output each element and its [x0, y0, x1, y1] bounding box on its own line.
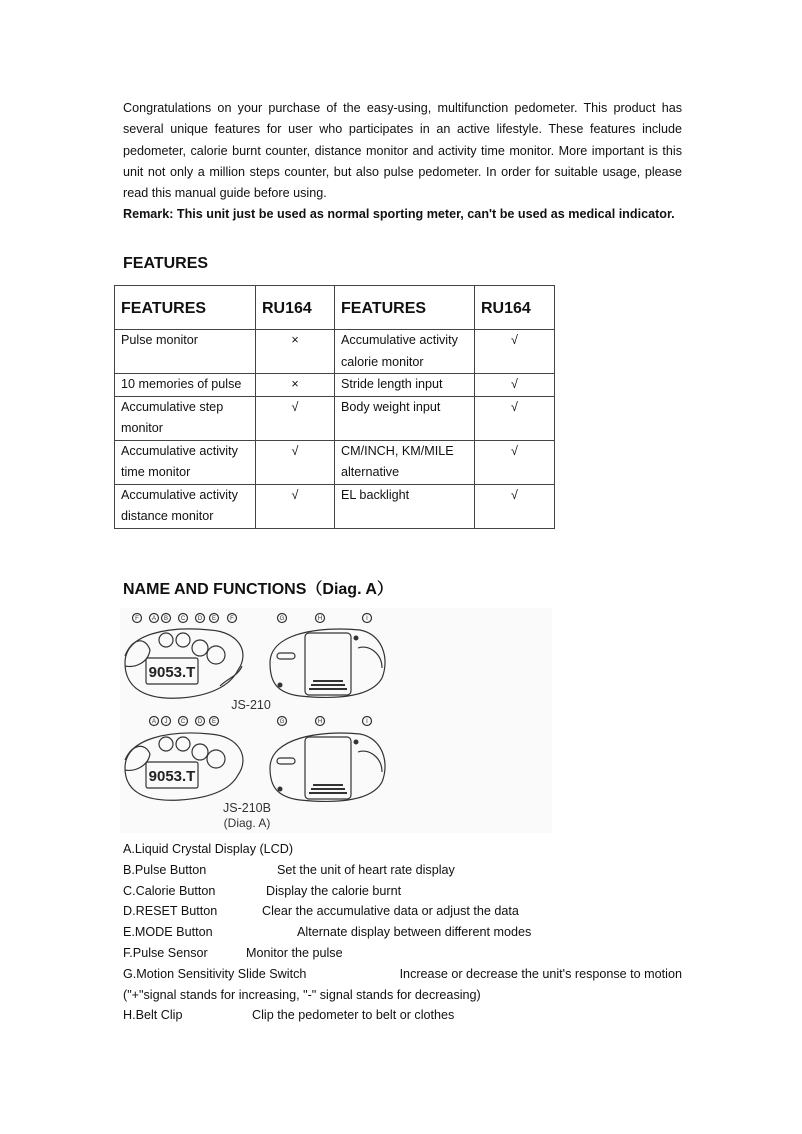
cross-mark-icon: ×: [256, 374, 335, 397]
names-heading: NAME AND FUNCTIONS（Diag. A）: [123, 581, 393, 598]
svg-text:D: D: [197, 616, 203, 622]
svg-text:JS-210B: JS-210B: [223, 801, 271, 815]
legend-item: [123, 839, 682, 860]
svg-text:D: D: [197, 719, 203, 725]
feature-cell: Accumulative activity time monitor: [115, 440, 256, 484]
svg-text:9053.T: 9053.T: [148, 768, 196, 785]
features-heading: FEATURES: [123, 255, 209, 272]
legend-item: [123, 985, 682, 1006]
pedometer-diagram: [120, 608, 552, 833]
legend-desc: Set the unit of heart rate display: [277, 862, 455, 877]
legend-desc: Alternate display between different modes: [297, 925, 532, 940]
legend-name: H.Belt Clip: [123, 1008, 183, 1023]
table-header-row: [115, 286, 555, 330]
legend-desc: Clear the accumulative data or adjust the data: [262, 904, 519, 919]
cross-mark-icon: ×: [256, 330, 335, 374]
feature-cell: Accumulative step monitor: [115, 396, 256, 440]
functions-legend: [123, 839, 682, 1026]
features-table: [114, 285, 555, 529]
legend-desc: Display the calorie burnt: [266, 883, 402, 898]
svg-text:JS-210: JS-210: [231, 698, 271, 712]
check-mark-icon: √: [475, 484, 555, 528]
header-features-right: FEATURES: [335, 286, 475, 330]
legend-name: E.MODE Button: [123, 925, 213, 940]
intro-paragraph: Congratulations on your purchase of the easy-using, multifunction pedometer. This product has several unique features for user who participates in an active lifestyle. These features include pedometer, calorie burnt counter, distance monitor and activity time monitor. More important is this unit not only a million steps counter, but also pulse pedometer. In order for suitable usage, please read this manual guide before using.: [123, 101, 682, 201]
table-row: [115, 440, 555, 484]
legend-item: [123, 943, 682, 964]
check-mark-icon: √: [475, 374, 555, 397]
intro-section: [123, 98, 682, 226]
header-features-left: FEATURES: [115, 286, 256, 330]
legend-name: F.Pulse Sensor: [123, 945, 208, 960]
table-row: [115, 484, 555, 528]
svg-text:A: A: [151, 719, 157, 725]
legend-desc: Monitor the pulse: [246, 945, 343, 960]
feature-cell: Accumulative activity distance monitor: [115, 484, 256, 528]
check-mark-icon: √: [256, 484, 335, 528]
legend-item: [123, 922, 682, 943]
svg-text:F: F: [135, 616, 139, 622]
pedometer-illustration-icon: [120, 608, 552, 833]
legend-name: D.RESET Button: [123, 904, 218, 919]
legend-name: C.Calorie Button: [123, 883, 216, 898]
check-mark-icon: √: [256, 396, 335, 440]
legend-item: [123, 901, 682, 922]
legend-note: ("+"signal stands for increasing, "-" signal stands for decreasing): [123, 987, 481, 1002]
svg-text:I: I: [366, 719, 368, 725]
svg-text:C: C: [180, 719, 186, 725]
legend-item: [123, 1005, 682, 1026]
feature-cell: Pulse monitor: [115, 330, 256, 374]
legend-item: [123, 860, 682, 881]
check-mark-icon: √: [256, 440, 335, 484]
svg-text:H: H: [317, 719, 323, 725]
feature-cell: 10 memories of pulse: [115, 374, 256, 397]
check-mark-icon: √: [475, 330, 555, 374]
legend-item: [123, 964, 682, 985]
legend-desc: Increase or decrease the unit's response to motion: [399, 966, 682, 981]
feature-cell: CM/INCH, KM/MILE alternative: [335, 440, 475, 484]
svg-text:J: J: [164, 719, 168, 725]
legend-item: [123, 881, 682, 902]
svg-text:E: E: [211, 719, 217, 725]
legend-name: A.Liquid Crystal Display (LCD): [123, 842, 294, 856]
svg-text:B: B: [163, 616, 169, 622]
legend-name: B.Pulse Button: [123, 862, 207, 877]
svg-text:F: F: [230, 616, 234, 622]
svg-text:G: G: [279, 719, 285, 725]
svg-text:A: A: [151, 616, 157, 622]
header-model-left: RU164: [256, 286, 335, 330]
svg-text:G: G: [279, 616, 285, 622]
feature-cell: Accumulative activity calorie monitor: [335, 330, 475, 374]
feature-cell: Stride length input: [335, 374, 475, 397]
legend-name: G.Motion Sensitivity Slide Switch: [123, 966, 307, 981]
svg-text:I: I: [366, 616, 368, 622]
table-row: [115, 330, 555, 374]
remark-text: Remark: This unit just be used as normal sporting meter, can't be used as medical indicator.: [123, 207, 675, 222]
check-mark-icon: √: [475, 396, 555, 440]
table-row: [115, 374, 555, 397]
legend-desc: Clip the pedometer to belt or clothes: [252, 1008, 455, 1023]
feature-cell: EL backlight: [335, 484, 475, 528]
svg-text:C: C: [180, 616, 186, 622]
svg-text:H: H: [317, 616, 323, 622]
svg-text:E: E: [211, 616, 217, 622]
svg-text:9053.T: 9053.T: [148, 664, 196, 681]
check-mark-icon: √: [475, 440, 555, 484]
svg-text:(Diag. A): (Diag. A): [223, 816, 271, 830]
header-model-right: RU164: [475, 286, 555, 330]
feature-cell: Body weight input: [335, 396, 475, 440]
table-row: [115, 396, 555, 440]
